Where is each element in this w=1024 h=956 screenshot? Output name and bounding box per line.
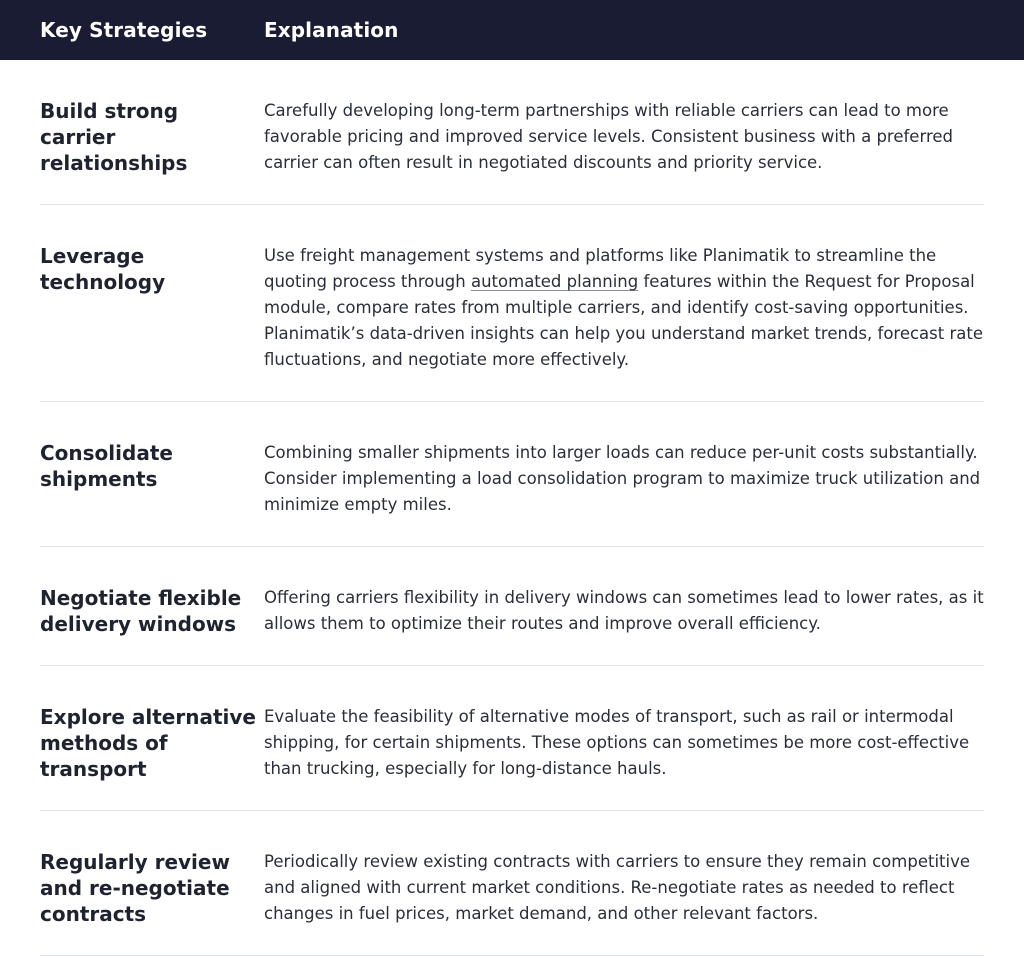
table-row bbox=[40, 205, 984, 402]
strategy-title: Explore alternative methods of transport bbox=[40, 705, 256, 781]
strategy-explanation: Carefully developing long-term partnerships with reliable carriers can lead to more favorable pricing and improved service levels. Consistent business with a preferred carrier can often result in negotiated discounts and priority service. bbox=[264, 101, 953, 172]
explanation-text: features within the Request for Proposal module, compare rates from multiple carriers, and identify cost-saving opportunities. Planimatik’s data-driven insights can help you understand market trends, forecast rate fluctuations, and negotiate more effectively. bbox=[264, 272, 983, 369]
strategy-title: Leverage technology bbox=[40, 244, 166, 294]
strategy-explanation: Combining smaller shipments into larger loads can reduce per-unit costs substantially. Consider implementing a load consolidation program to maximize truck utilization and minimize empty miles. bbox=[264, 443, 981, 514]
strategy-explanation: Periodically review existing contracts with carriers to ensure they remain competitive and aligned with current market conditions. Re-negotiate rates as needed to reflect changes in fuel prices, market demand, and other relevant factors. bbox=[264, 852, 970, 923]
strategy-title: Regularly review and re-negotiate contracts bbox=[40, 850, 230, 926]
automated-planning-link[interactable]: automated planning bbox=[470, 272, 639, 291]
header-explanation: Explanation bbox=[264, 18, 399, 42]
strategy-explanation bbox=[264, 243, 984, 373]
header-key-strategies: Key Strategies bbox=[40, 18, 208, 42]
table-row bbox=[40, 666, 984, 811]
table-row bbox=[40, 402, 984, 547]
strategy-title: Negotiate flexible delivery windows bbox=[40, 586, 242, 636]
table-row bbox=[40, 811, 984, 956]
strategy-explanation: Offering carriers flexibility in delivery windows can sometimes lead to lower rates, as it allows them to optimize their routes and improve overall efficiency. bbox=[264, 588, 984, 633]
strategy-title: Build strong carrier relationships bbox=[40, 99, 188, 175]
table-row bbox=[40, 60, 984, 205]
table-body bbox=[0, 60, 1024, 956]
strategy-title: Consolidate shipments bbox=[40, 441, 173, 491]
table-header bbox=[0, 0, 1024, 60]
table-row bbox=[40, 547, 984, 666]
explanation-text: Use freight management systems and platforms like Planimatik to streamline the quoting process through bbox=[264, 246, 937, 291]
strategy-explanation: Evaluate the feasibility of alternative modes of transport, such as rail or intermodal shipping, for certain shipments. These options can sometimes be more cost-effective than trucking, especially for long-distance hauls. bbox=[264, 707, 970, 778]
